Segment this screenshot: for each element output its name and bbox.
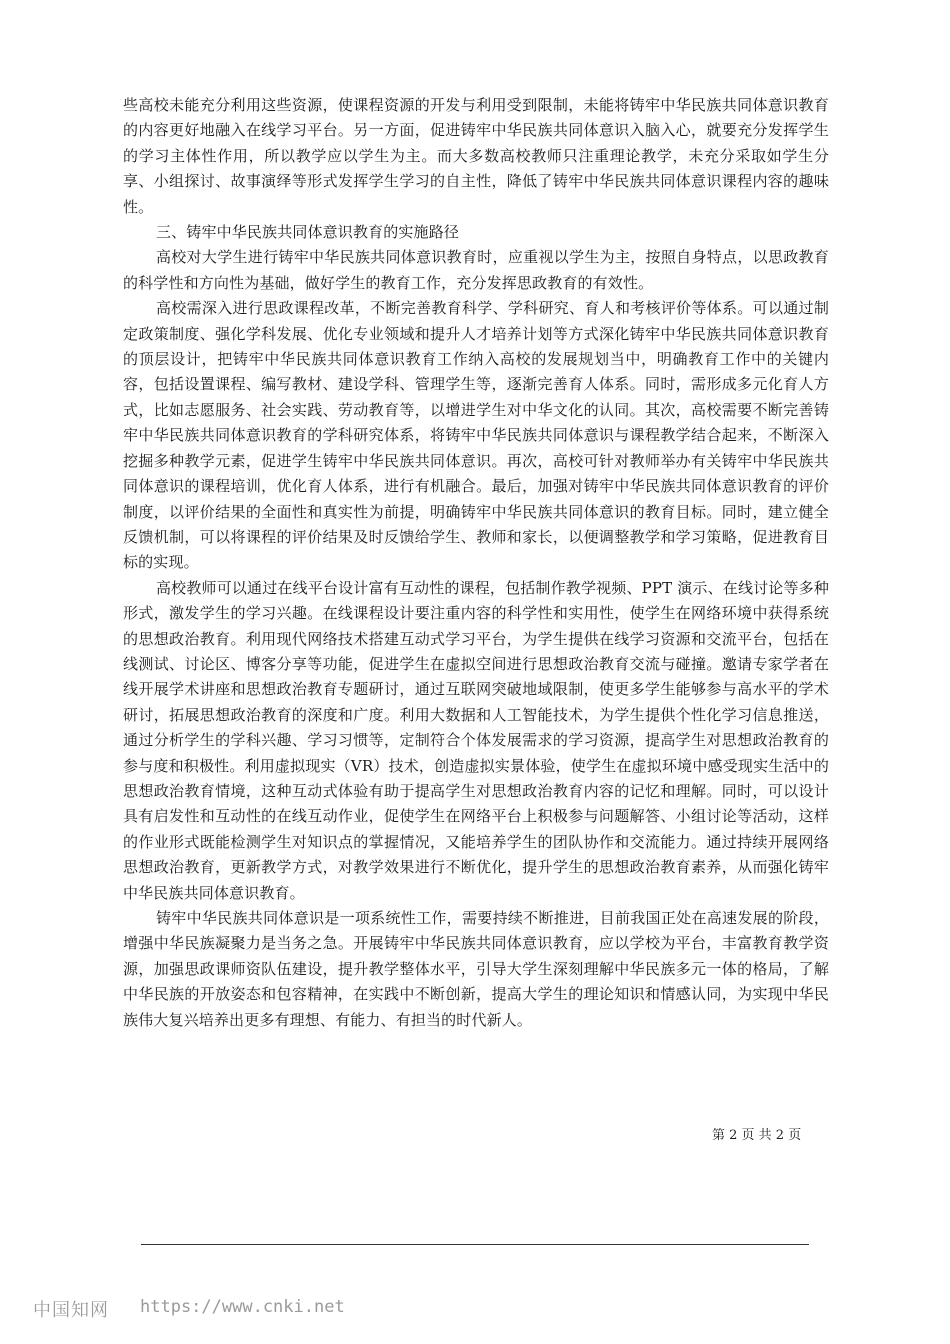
- watermark-site-name: 中国知网: [33, 1300, 109, 1321]
- paragraph: 高校需深入进行思政课程改革，不断完善教育科学、学科研究、育人和考核评价等体系。可以通过制定政策制度、强化学科发展、优化专业领域和提升人才培养计划等方式深化铸牢中华民族共同体意识教育的顶层设计，把铸牢中华民族共同体意识教育工作纳入高校的发展规划当中，明确教育工作中的关键内容，包括设置课程、编写教材、建设学科、管理学生等，逐渐完善育人体系。同时，需形成多元化育人方式，比如志愿服务、社会实践、劳动教育等，以增进学生对中华文化的认同。其次，高校需要不断完善铸牢中华民族共同体意识教育的学科研究体系，将铸牢中华民族共同体意识与课程教学结合起来，不断深入挖掘多种教学元素，促进学生铸牢中华民族共同体意识。再次，高校可针对教师举办有关铸牢中华民族共同体意识的课程培训，优化育人体系，进行有机融合。最后，加强对铸牢中华民族共同体意识教育的评价制度，以评价结果的全面性和真实性为前提，明确铸牢中华民族共同体意识的教育目标。同时，建立健全反馈机制，可以将课程的评价结果及时反馈给学生、教师和家长，以便调整教学和学习策略，促进教育目标的实现。: [123, 299, 829, 572]
- paragraph: 高校教师可以通过在线平台设计富有互动性的课程，包括制作教学视频、PPT 演示、在线讨论等多种形式，激发学生的学习兴趣。在线课程设计要注重内容的科学性和实用性，使学生在网络环境中获得系统的思想政治教育。利用现代网络技术搭建互动式学习平台，为学生提供在线学习资源和交流平台，包括在线测试、讨论区、博客分享等功能，促进学生在虚拟空间进行思想政治教育交流与碰撞。邀请专家学者在线开展学术讲座和思想政治教育专题研讨，通过互联网突破地域限制，使更多学生能够参与高水平的学术研讨，拓展思想政治教育的深度和广度。利用大数据和人工智能技术，为学生提供个性化学习信息推送，通过分析学生的学科兴趣、学习习惯等，定制符合个体发展需求的学习资源，提高学生对思想政治教育的参与度和积极性。利用虚拟现实（VR）技术，创造虚拟实景体验，使学生在虚拟环境中感受现实生活中的思想政治教育情境，这种互动式体验有助于提高学生对思想政治教育内容的记忆和理解。同时，可以设计具有启发性和互动性的在线互动作业，促使学生在网络平台上积极参与问题解答、小组讨论等活动，这样的作业形式既能检测学生对知识点的掌握情况，又能培养学生的团队协作和交流能力。通过持续开展网络思想政治教育，更新教学方式，对教学效果进行不断优化，提升学生的思想政治教育素养，从而强化铸牢中华民族共同体意识教育。: [123, 578, 829, 902]
- document-body: [123, 93, 829, 1033]
- paragraph: 铸牢中华民族共同体意识是一项系统性工作，需要持续不断推进，目前我国正处在高速发展的阶段，增强中华民族凝聚力是当务之急。开展铸牢中华民族共同体意识教育，应以学校为平台，丰富教育教学资源，加强思政课师资队伍建设，提升教学整体水平，引导大学生深刻理解中华民族多元一体的格局，了解中华民族的开放姿态和包容精神，在实践中不断创新，提高大学生的理论知识和情感认同，为实现中华民族伟大复兴培养出更多有理想、有能力、有担当的时代新人。: [123, 909, 829, 1029]
- paragraph-continuation: 些高校未能充分利用这些资源，使课程资源的开发与利用受到限制，未能将铸牢中华民族共同体意识教育的内容更好地融入在线学习平台。另一方面，促进铸牢中华民族共同体意识入脑入心，就要充分发挥学生的学习主体性作用，所以教学应以学生为主。而大多数高校教师只注重理论教学，未充分采取如学生分享、小组探讨、故事演绎等形式发挥学生学习的自主性，降低了铸牢中华民族共同体意识课程内容的趣味性。: [123, 96, 829, 216]
- page-number: 第 2 页 共 2 页: [712, 1128, 802, 1143]
- section-heading: 三、铸牢中华民族共同体意识教育的实施路径: [156, 223, 460, 242]
- watermark-url: https://www.cnki.net: [140, 1297, 345, 1317]
- footer-divider: [141, 1244, 809, 1245]
- paragraph: 高校对大学生进行铸牢中华民族共同体意识教育时，应重视以学生为主，按照自身特点，以思政教育的科学性和方向性为基础，做好学生的教育工作，充分发挥思政教育的有效性。: [123, 248, 829, 292]
